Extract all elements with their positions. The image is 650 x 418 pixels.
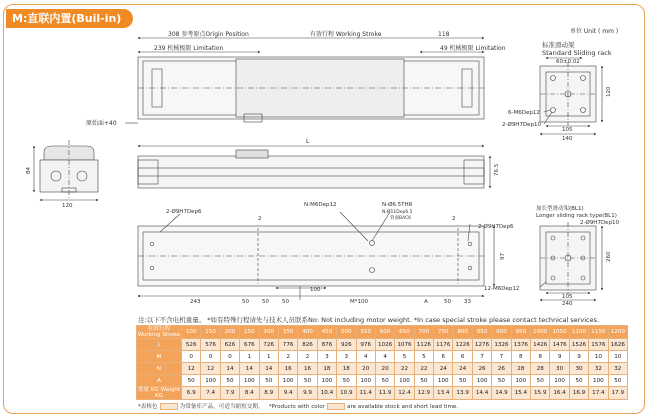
table-cell: 8.9 <box>259 387 278 400</box>
bottom-dim-label: M*100 <box>350 299 368 305</box>
table-cell: 1 <box>259 351 278 363</box>
table-cell: 32 <box>589 363 608 375</box>
table-cell: 4 <box>375 351 394 363</box>
dim-239: 239 机械极限 Limitation <box>154 45 224 52</box>
bv-hole-n-sub: N-Ø11Dep6.5 <box>382 210 413 215</box>
stroke-header-cell: 600 <box>375 326 394 339</box>
table-cell: 4 <box>356 351 375 363</box>
bv-tap-n: N-M6Dep12 <box>304 202 337 208</box>
table-cell: 17.4 <box>589 387 608 400</box>
table-cell: 16.4 <box>550 387 569 400</box>
notes: 注:以下不含电机重量。 *如有特殊行程请先与技术人员联系No: Not including motor weight. *In case special stroke please contact technical services. <box>138 316 600 324</box>
long-rack-pin: 2-Ø9H7Dep10 <box>580 220 620 226</box>
table-cell: 5 <box>395 351 414 363</box>
table-cell: 14.4 <box>472 387 491 400</box>
row-label: M <box>137 351 182 363</box>
bottom-dim-label: A <box>424 299 428 305</box>
table-cell: 30 <box>569 363 588 375</box>
table-row <box>137 351 628 363</box>
rack-title-en: Standard Sliding rack <box>542 49 612 57</box>
table-cell: 12.9 <box>414 387 433 400</box>
stroke-header-cell: 150 <box>201 326 220 339</box>
table-cell: 100 <box>317 375 336 387</box>
table-cell: 1526 <box>569 339 588 351</box>
table-cell: 50 <box>531 375 550 387</box>
table-row <box>137 387 628 400</box>
table-cell: 0 <box>182 351 201 363</box>
table-cell: 50 <box>608 375 627 387</box>
table-cell: 9.9 <box>298 387 317 400</box>
bv-dim-2-left: 2 <box>258 216 262 222</box>
table-cell: 24 <box>453 363 472 375</box>
table-cell: 12.4 <box>395 387 414 400</box>
table-cell: 1 <box>240 351 259 363</box>
table-cell: 976 <box>356 339 375 351</box>
stroke-header-cell: 100 <box>182 326 201 339</box>
table-cell: 0 <box>201 351 220 363</box>
table-cell: 5 <box>414 351 433 363</box>
footer-en2: are available stock and short lead time. <box>347 404 459 410</box>
table-cell: 1126 <box>414 339 433 351</box>
table-cell: 50 <box>220 375 239 387</box>
table-cell: 9 <box>569 351 588 363</box>
stroke-header-cell: 800 <box>453 326 472 339</box>
table-cell: 100 <box>356 375 375 387</box>
table-cell: 2 <box>298 351 317 363</box>
stroke-header-cell: 550 <box>356 326 375 339</box>
table-cell: 15.4 <box>511 387 530 400</box>
table-cell: 626 <box>220 339 239 351</box>
long-rack-tap: 12-M6Dep12 <box>484 286 520 292</box>
bottom-dim-label: 243 <box>190 299 201 305</box>
table-cell: 7 <box>492 351 511 363</box>
stroke-header-cell: 1150 <box>589 326 608 339</box>
table-cell: 11.4 <box>356 387 375 400</box>
table-cell: 50 <box>569 375 588 387</box>
table-cell: 7.4 <box>201 387 220 400</box>
table-cell: 100 <box>434 375 453 387</box>
table-cell: 876 <box>317 339 336 351</box>
table-cell: 14 <box>240 363 259 375</box>
table-cell: 10 <box>608 351 627 363</box>
table-cell: 0 <box>220 351 239 363</box>
table-cell: 3 <box>317 351 336 363</box>
table-cell: 100 <box>240 375 259 387</box>
table-cell: 26 <box>472 363 491 375</box>
table-cell: 776 <box>278 339 297 351</box>
table-cell: 17.9 <box>608 387 627 400</box>
rack-pin: 2-Ø9H7Dep10 <box>502 122 542 128</box>
table-cell: 6.9 <box>182 387 201 400</box>
table-cell: 1376 <box>511 339 530 351</box>
table-cell: 22 <box>395 363 414 375</box>
table-cell: 100 <box>472 375 491 387</box>
table-cell: 16 <box>298 363 317 375</box>
long-rack-dim-260: 260 <box>606 251 612 262</box>
side-dim-84: 84 <box>26 167 32 174</box>
table-cell: 826 <box>298 339 317 351</box>
row-label: N <box>137 363 182 375</box>
table-cell: 28 <box>531 363 550 375</box>
stroke-header-cell: 1000 <box>531 326 550 339</box>
side-view <box>138 146 490 188</box>
table-cell: 1176 <box>434 339 453 351</box>
footer-cn: *表格色 <box>138 404 158 410</box>
long-rack-title-en: Longer sliding rack type(BL1) <box>536 213 617 219</box>
table-cell: 20 <box>356 363 375 375</box>
table-cell: 13.4 <box>434 387 453 400</box>
table-cell: 12 <box>201 363 220 375</box>
table-cell: 100 <box>511 375 530 387</box>
table-header-row <box>137 326 628 339</box>
table-cell: 30 <box>550 363 569 375</box>
table-cell: 1576 <box>589 339 608 351</box>
table-cell: 18 <box>337 363 356 375</box>
table-cell: 22 <box>414 363 433 375</box>
bv-dim-100: 100 <box>310 287 321 293</box>
bottom-dim-label: 33 <box>464 299 471 305</box>
table-cell: 13.9 <box>453 387 472 400</box>
unit-label: 单位 Unit ( mm ) <box>570 28 619 35</box>
table-row <box>137 375 628 387</box>
bottom-dim-label: 50 <box>242 299 249 305</box>
table-cell: 926 <box>337 339 356 351</box>
stroke-header-cell: 400 <box>298 326 317 339</box>
table-cell: 11.9 <box>375 387 394 400</box>
dim-origin: 308 参考原点Origin Position <box>168 31 249 38</box>
table-cell: 1026 <box>375 339 394 351</box>
dim-49: 49 机械极限 Limitation <box>440 45 506 52</box>
table-cell: 28 <box>511 363 530 375</box>
table-cell: 26 <box>492 363 511 375</box>
table-cell: 1426 <box>531 339 550 351</box>
table-cell: 50 <box>298 375 317 387</box>
table-cell: 7.9 <box>220 387 239 400</box>
table-cell: 14.9 <box>492 387 511 400</box>
table-cell: 8 <box>511 351 530 363</box>
table-cell: 32 <box>608 363 627 375</box>
table-cell: 3 <box>337 351 356 363</box>
dim-118: 118 <box>438 31 450 38</box>
rack-title-cn: 标准滑动架 <box>542 41 575 49</box>
table-cell: 50 <box>259 375 278 387</box>
stroke-header-cell: 250 <box>240 326 259 339</box>
table-cell: 8.4 <box>240 387 259 400</box>
footer-en: *Products with color <box>268 404 326 410</box>
table-cell: 9.4 <box>278 387 297 400</box>
table-cell: 12 <box>182 363 201 375</box>
table-cell: 16.9 <box>569 387 588 400</box>
stroke-header-cell: 450 <box>317 326 336 339</box>
table-cell: 676 <box>240 339 259 351</box>
table-cell: 576 <box>201 339 220 351</box>
table-cell: 14 <box>259 363 278 375</box>
table-cell: 14 <box>220 363 239 375</box>
dim-40: 原始面+40 <box>86 120 117 127</box>
table-header-label: 有效行程 Working Stroke <box>137 326 181 338</box>
stroke-header-cell: 1200 <box>608 326 627 339</box>
table-cell: 10 <box>589 351 608 363</box>
table-cell: 16 <box>278 363 297 375</box>
row-label: 重量 KG Weight KG <box>137 387 181 399</box>
table-cell: 7 <box>472 351 491 363</box>
table-cell: 100 <box>201 375 220 387</box>
stroke-header-cell: 500 <box>337 326 356 339</box>
rack-dim-105: 105 <box>562 127 573 133</box>
table-cell: 50 <box>414 375 433 387</box>
table-cell: 726 <box>259 339 278 351</box>
table-cell: 100 <box>550 375 569 387</box>
table-cell: 20 <box>375 363 394 375</box>
table-cell: 1226 <box>453 339 472 351</box>
side-dim-120: 120 <box>62 203 73 209</box>
table-cell: 9 <box>550 351 569 363</box>
table-cell: 10.9 <box>337 387 356 400</box>
table-cell: 24 <box>434 363 453 375</box>
side-dim-L: L <box>306 138 310 145</box>
table-cell: 100 <box>278 375 297 387</box>
table-cell: 1626 <box>608 339 627 351</box>
table-cell: 8 <box>531 351 550 363</box>
side-dim-765: 76.5 <box>494 163 500 176</box>
stroke-header-cell: 700 <box>414 326 433 339</box>
stroke-header-cell: 900 <box>492 326 511 339</box>
table-cell: 18 <box>317 363 336 375</box>
long-rack-dim-105: 105 <box>562 294 573 300</box>
stroke-header-cell: 300 <box>259 326 278 339</box>
table-cell: 10.4 <box>317 387 336 400</box>
stroke-header-cell: 750 <box>434 326 453 339</box>
standard-rack-drawing <box>540 58 602 134</box>
bv-hole-n: N-Ø6.5THR <box>382 202 413 208</box>
row-label: A <box>137 375 182 387</box>
bottom-dim-label: 50 <box>444 299 451 305</box>
table-cell: 6 <box>453 351 472 363</box>
section-title: M:直联内置(Buil-in) <box>6 9 133 28</box>
rack-tap: 6-M6Dep12 <box>508 110 540 116</box>
table-cell: 526 <box>182 339 201 351</box>
rack-dim-140: 140 <box>562 136 573 142</box>
table-body <box>137 339 628 400</box>
row-label: L <box>137 339 182 351</box>
bv-dim-2-right: 2 <box>452 216 456 222</box>
long-rack-dim-240: 240 <box>562 301 573 307</box>
bv-pin-right: 2-Ø9H7Dep6 <box>478 224 514 230</box>
rack-dim-120: 120 <box>606 86 612 97</box>
table-cell: 2 <box>278 351 297 363</box>
stroke-header-cell: 950 <box>511 326 530 339</box>
table-cell: 50 <box>182 375 201 387</box>
dim-stroke: 有效行程 Working Stroke <box>310 31 382 38</box>
bottom-dims <box>190 299 471 305</box>
footer-cn2: 为常备库产品，可适当缩短交期。 <box>179 404 264 410</box>
table-cell: 1476 <box>550 339 569 351</box>
stock-color-swatch <box>160 403 178 410</box>
footer-note <box>138 402 458 410</box>
long-rack-title-cn: 加长型滑动架(BL1) <box>536 206 584 212</box>
bv-pin-left: 2-Ø9H7Dep6 <box>166 209 202 215</box>
stroke-header-cell: 650 <box>395 326 414 339</box>
stroke-header-cell: 200 <box>220 326 239 339</box>
table-row <box>137 339 628 351</box>
stroke-header-cell: 850 <box>472 326 491 339</box>
end-section-drawing <box>34 140 98 200</box>
table-row <box>137 363 628 375</box>
stroke-header-cell: 1100 <box>569 326 588 339</box>
stock-color-swatch-en <box>327 403 345 410</box>
stroke-header-cell: 1050 <box>550 326 569 339</box>
table-cell: 1076 <box>395 339 414 351</box>
rack-dim-60: 60±0.02 <box>556 59 580 65</box>
stroke-header-cell: 350 <box>278 326 297 339</box>
table-cell: 100 <box>395 375 414 387</box>
bottom-dim-label: 50 <box>262 299 269 305</box>
table-cell: 50 <box>453 375 472 387</box>
long-rack-drawing <box>540 222 602 300</box>
table-cell: 1276 <box>472 339 491 351</box>
table-cell: 50 <box>375 375 394 387</box>
table-cell: 50 <box>492 375 511 387</box>
table-cell: 50 <box>337 375 356 387</box>
table-cell: 1326 <box>492 339 511 351</box>
spec-table <box>136 325 628 400</box>
bv-dim-97: 97 <box>500 253 506 260</box>
bv-hole-n-sub2: 背面BACK <box>390 216 412 221</box>
table-cell: 15.9 <box>531 387 550 400</box>
table-cell: 100 <box>589 375 608 387</box>
table-cell: 6 <box>434 351 453 363</box>
bottom-dim-label: 50 <box>282 299 289 305</box>
